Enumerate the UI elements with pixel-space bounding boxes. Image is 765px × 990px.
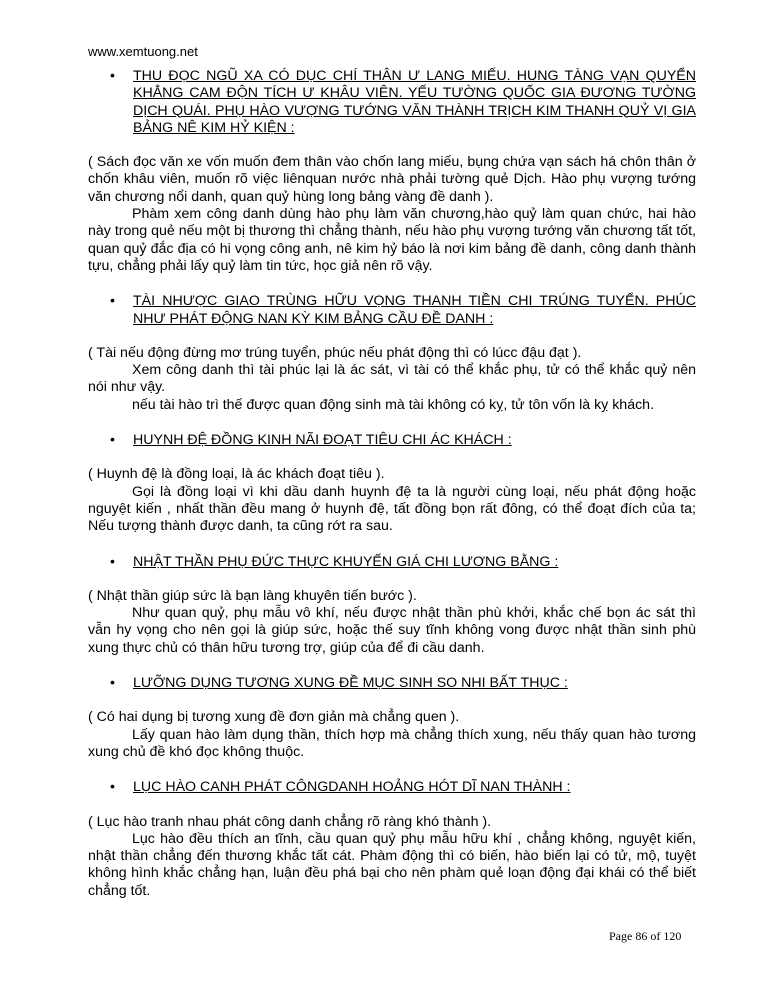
paragraph: ( Sách đọc văn xe vốn muốn đem thân vào chốn lang miếu, bụng chứa vạn sách há chôn thân ở chốn khâu viên, muốn rõ việc liênquan nước nhà phải tường quẻ Dịch. Hào phụ vượng tướng văn chương nổi danh, quan quỷ hùng long bảng vàng đề danh ). <box>88 154 696 205</box>
page-number: Page 86 of 120 <box>609 929 682 943</box>
paragraph: ( Nhật thần giúp sức là bạn làng khuyên tiến bước ). <box>88 587 417 604</box>
header-url: www.xemtuong.net <box>88 44 198 59</box>
section-heading: • HUYNH ĐỆ ĐỒNG KINH NÃI ĐOẠT TIÊU CHI ÁC KHÁCH : <box>88 432 696 449</box>
section-heading: • LƯỠNG DỤNG TƯƠNG XUNG ĐỀ MỤC SINH SO NHI BẤT THỤC : <box>88 675 696 692</box>
paragraph: Gọi là đồng loại vì khi dầu danh huynh đệ ta là người cùng loại, nếu phát động hoặc nguyệt kiến , nhất thần đều mang ở huynh đệ, tất đồng bọn rất đông, có thể đoạt đích của ta; Nếu tượng thành được danh, ta cũng rớt ra sau. <box>88 483 696 535</box>
paragraph: ( Huynh đệ là đồng loại, là ác khách đoạt tiêu ). <box>88 466 385 483</box>
section-heading: • NHẬT THẦN PHỤ ĐỨC THỰC KHUYẾN GIÁ CHI LƯƠNG BẰNG : <box>88 554 696 571</box>
paragraph: Phàm xem công danh dùng hào phụ làm văn chương,hào quỷ làm quan chức, hai hào này trong quẻ nếu một bị thương thì chẳng thành, nếu hào phụ vượng tướng văn chương tất tốt, quan quỷ đắc địa có hi vọng công anh, nê kim hỷ báo là nơi kim bảng đề danh, công danh thành tựu, chẳng phải lấy quỷ làm tin tức, học giả nên rõ vậy. <box>88 206 696 274</box>
paragraph: ( Tài nếu động đừng mơ trúng tuyển, phúc nếu phát động thì có lúcc đậu đạt ). <box>88 344 582 361</box>
paragraph: Xem công danh thì tài phúc lại là ác sát, vì tài có thể khắc phụ, tử có thể khắc quỷ nên nói như vậy. <box>88 362 696 396</box>
section-heading: • THU ĐỌC NGŨ XA CÓ DỤC CHÍ THÂN Ư LANG MIẾU. HUNG TÀNG VẠN QUYỂN KHẲNG CAM ĐỘN TÍCH Ư KHÂU VIÊN. YẾU TƯỜNG QUỐC GIA ĐƯƠNG TƯỜNG DỊCH QUÁI. PHỤ HÀO VƯỢNG TƯỚNG VĂN THÀNH TRỊCH KIM THANH QUỶ VỊ GIA BẢNG NÊ KIM HỶ KIỆN : <box>88 68 696 137</box>
paragraph: Lục hào đều thích an tĩnh, cầu quan quỷ phụ mẫu hữu khí , chẳng không, nguyệt kiến, nhật thần chẳng đến thương khắc tất cát. Phàm động thì có biến, hào biến lại có tử, mộ, tuyệt không hình khắc chẳng hạn, luận đều phá bại cho nên phàm quẻ loạn động đại khái có thể biết chẳng tốt. <box>88 830 696 899</box>
paragraph: Như quan quỷ, phụ mẫu vô khí, nếu được nhật thần phù khởi, khắc chế bọn ác sát thì vẫn hy vọng cho nên gọi là giúp sức, hoặc thế suy tĩnh không vong được nhật thần sinh phù xung thực chủ có thân hữu tương trợ, giúp của để đi cầu danh. <box>88 605 696 656</box>
paragraph: nếu tài hào trì thế được quan động sinh mà tài không có kỵ, tử tôn vốn là kỵ khách. <box>132 396 655 413</box>
section-heading: • LỤC HÀO CANH PHÁT CÔNGDANH HOẢNG HÓT DĨ NAN THÀNH : <box>88 779 696 796</box>
section-heading: • TÀI NHƯỢC GIAO TRÙNG HỮU VỌNG THANH TIỀN CHI TRÚNG TUYỂN. PHÚC NHƯ PHÁT ĐỘNG NAN KỲ KIM BẢNG CẦU ĐỀ DANH : <box>88 293 696 328</box>
paragraph: ( Có hai dụng bị tương xung đề đơn giản mà chẳng quen ). <box>88 709 460 726</box>
paragraph: Lấy quan hào làm dụng thần, thích hợp mà chẳng thích xung, nếu thấy quan hào tương xung chủ đề khó đọc không thuộc. <box>88 726 696 760</box>
paragraph: ( Lục hào tranh nhau phát công danh chẳng rõ ràng khó thành ). <box>88 813 492 830</box>
document-body <box>88 68 696 900</box>
